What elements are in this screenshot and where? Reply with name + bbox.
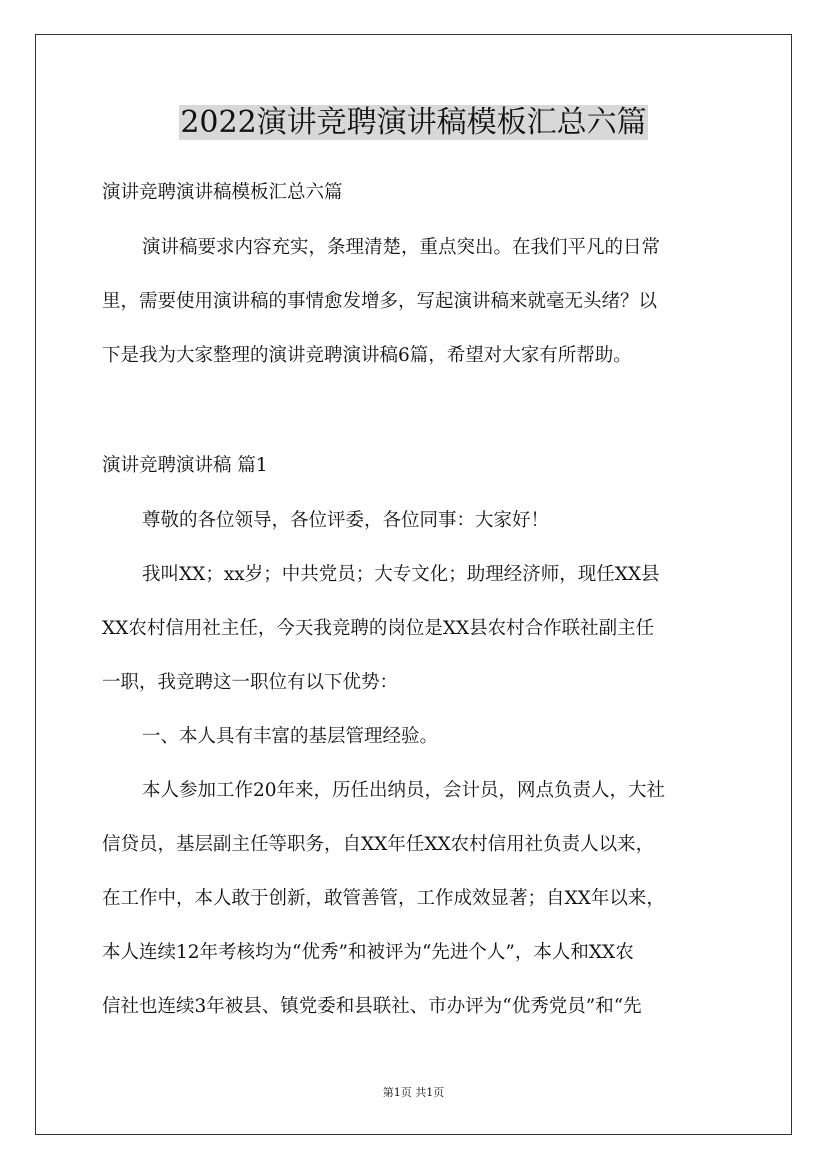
- para2-line-1: 本人参加工作20年来，历任出纳员，会计员，网点负责人，大社: [142, 780, 666, 801]
- para2-line-4: 本人连续12年考核均为“优秀”和被评为“先进个人”，本人和XX农: [102, 942, 634, 963]
- document-subtitle: 演讲竞聘演讲稿模板汇总六篇: [102, 182, 343, 203]
- para1-line-3: 一职，我竞聘这一职位有以下优势：: [102, 672, 399, 693]
- para1-line-2: XX农村信用社主任，今天我竞聘的岗位是XX县农村合作联社副主任: [102, 618, 655, 639]
- para2-line-5: 信社也连续3年被县、镇党委和县联社、市办评为“优秀党员”和“先: [102, 996, 642, 1017]
- para1-line-1: 我叫XX；xx岁；中共党员；大专文化；助理经济师，现任XX县: [142, 564, 660, 585]
- para2-line-3: 在工作中，本人敢于创新，敢管善管，工作成效显著；自XX年以来，: [102, 888, 665, 909]
- intro-line-2: 里，需要使用演讲稿的事情愈发增多，写起演讲稿来就毫无头绪？以: [102, 291, 658, 312]
- intro-line-1: 演讲稿要求内容充实，条理清楚，重点突出。在我们平凡的日常: [142, 237, 661, 258]
- page-footer: 第1页 共1页: [382, 1086, 445, 1099]
- para2-line-2: 信贷员，基层副主任等职务，自XX年任XX农村信用社负责人以来，: [102, 834, 655, 855]
- document-title: [0, 100, 827, 146]
- section-heading: 演讲竞聘演讲稿 篇1: [102, 455, 268, 476]
- greeting: 尊敬的各位领导，各位评委，各位同事：大家好！: [142, 510, 550, 531]
- intro-line-3: 下是我为大家整理的演讲竞聘演讲稿6篇，希望对大家有所帮助。: [102, 345, 632, 366]
- document-title-text: 2022演讲竞聘演讲稿模板汇总六篇: [180, 105, 647, 140]
- point-1: 一、本人具有丰富的基层管理经验。: [142, 726, 439, 747]
